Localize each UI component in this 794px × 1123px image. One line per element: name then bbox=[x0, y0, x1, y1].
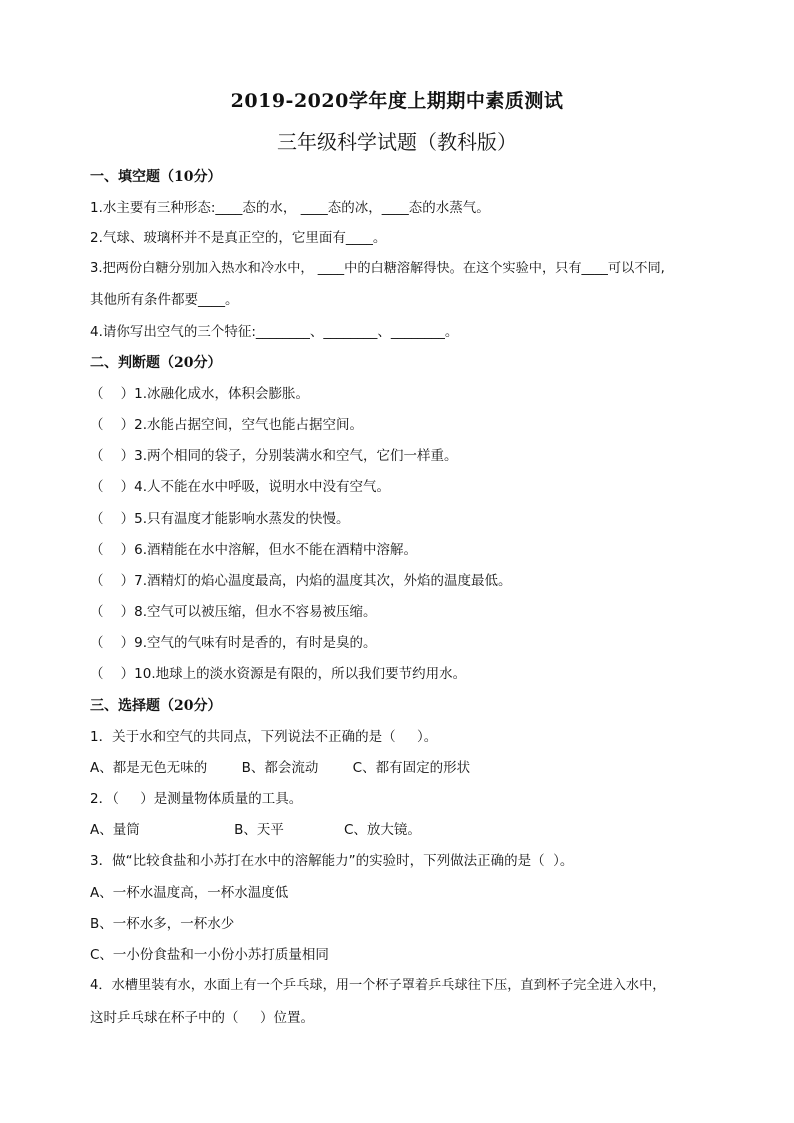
fill-question-3-line1: 3.把两份白糖分别加入热水和冷水中， ____中的白糖溶解得快。在这个实验中，只有____可以不同, bbox=[90, 261, 665, 276]
fill-question-2: 2.气球、玻璃杯并不是真正空的，它里面有____。 bbox=[90, 230, 387, 246]
tf-item-2: （ ）2.水能占据空间，空气也能占据空间。 bbox=[90, 417, 364, 433]
fill-question-3-line2: 其他所有条件都要____。 bbox=[90, 292, 239, 308]
tf-item-8: （ ）8.空气可以被压缩，但水不容易被压缩。 bbox=[90, 604, 377, 620]
tf-item-4: （ ）4.人不能在水中呼吸，说明水中没有空气。 bbox=[90, 479, 391, 495]
tf-item-10: （ ）10.地球上的淡水资源是有限的，所以我们要节约用水。 bbox=[90, 666, 467, 682]
mc-question-4-line2: 这时乒乓球在杯子中的（ ）位置。 bbox=[90, 1010, 314, 1026]
mc-question-1-options: A、都是无色无味的 B、都会流动 C、都有固定的形状 bbox=[90, 760, 471, 776]
mc-question-3: 3．做“比较食盐和小苏打在水中的溶解能力”的实验时，下列做法正确的是（ ）。 bbox=[90, 853, 574, 869]
mc-question-1: 1．关于水和空气的共同点，下列说法不正确的是（ ）。 bbox=[90, 729, 438, 745]
section-fill-in-heading: 一、填空题（10分） bbox=[90, 169, 222, 185]
section-true-false-heading: 二、判断题（20分） bbox=[90, 355, 222, 371]
mc-question-2: 2．（ ）是测量物体质量的工具。 bbox=[90, 791, 303, 807]
mc-question-4-line1: 4．水槽里装有水，水面上有一个乒乓球，用一个杯子罩着乒乓球往下压，直到杯子完全进入水中， bbox=[90, 978, 666, 993]
fill-question-1: 1.水主要有三种形态:____态的水， ____态的冰，____态的水蒸气。 bbox=[90, 200, 490, 216]
section-multiple-choice-heading: 三、选择题（20分） bbox=[90, 698, 222, 714]
tf-item-1: （ ）1.冰融化成水，体积会膨胀。 bbox=[90, 386, 310, 402]
exam-subtitle: 三年级科学试题（教科版） bbox=[277, 130, 517, 154]
tf-item-3: （ ）3.两个相同的袋子，分别装满水和空气，它们一样重。 bbox=[90, 448, 458, 464]
tf-item-7: （ ）7.酒精灯的焰心温度最高，内焰的温度其次，外焰的温度最低。 bbox=[90, 573, 512, 589]
tf-item-9: （ ）9.空气的气味有时是香的，有时是臭的。 bbox=[90, 635, 377, 651]
tf-item-5: （ ）5.只有温度才能影响水蒸发的快慢。 bbox=[90, 511, 350, 527]
exam-title: 2019-2020学年度上期期中素质测试 bbox=[230, 90, 564, 112]
fill-question-4: 4.请你写出空气的三个特征:________、________、________。 bbox=[90, 324, 459, 340]
mc-question-2-options: A、量筒 B、天平 C、放大镜。 bbox=[90, 822, 421, 838]
mc-question-3-option-a: A、一杯水温度高，一杯水温度低 bbox=[90, 885, 289, 901]
mc-question-3-option-c: C、一小份食盐和一小份小苏打质量相同 bbox=[90, 947, 329, 963]
mc-question-3-option-b: B、一杯水多，一杯水少 bbox=[90, 916, 235, 932]
tf-item-6: （ ）6.酒精能在水中溶解，但水不能在酒精中溶解。 bbox=[90, 542, 418, 558]
